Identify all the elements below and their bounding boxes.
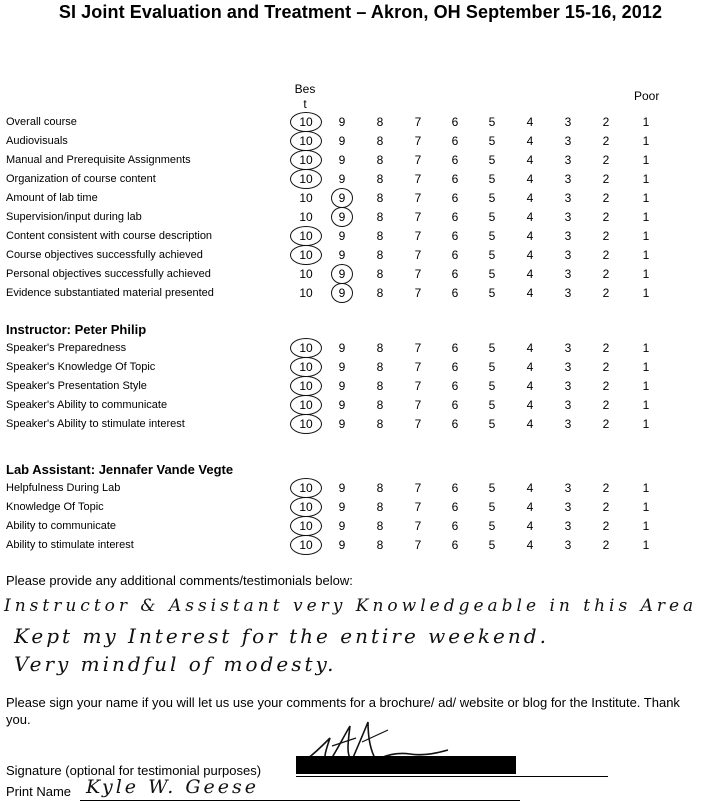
rating-option-6[interactable]: 6 [451,417,459,431]
rating-option-3[interactable]: 3 [564,538,572,552]
rating-option-4[interactable]: 4 [526,500,534,514]
rating-option-6[interactable]: 6 [451,500,459,514]
rating-option-3[interactable]: 3 [564,519,572,533]
rating-option-5[interactable]: 5 [488,248,496,262]
rating-option-9[interactable]: 9 [338,379,346,393]
rating-option-6[interactable]: 6 [451,115,459,129]
rating-option-3[interactable]: 3 [564,267,572,281]
rating-option-2[interactable]: 2 [602,500,610,514]
rating-label: Ability to communicate [6,520,117,532]
rating-option-3[interactable]: 3 [564,134,572,148]
rating-option-5[interactable]: 5 [488,229,496,243]
rating-option-1[interactable]: 1 [642,229,650,243]
rating-option-4[interactable]: 4 [526,519,534,533]
rating-option-2[interactable]: 2 [602,379,610,393]
rating-option-1[interactable]: 1 [642,267,650,281]
rating-label: Audiovisuals [6,135,68,147]
rating-option-8[interactable]: 8 [376,248,384,262]
rating-option-1[interactable]: 1 [642,417,650,431]
rating-option-1[interactable]: 1 [642,153,650,167]
rating-option-9[interactable]: 9 [338,134,346,148]
rating-label: Speaker's Ability to stimulate interest [6,418,185,430]
poor-label: Poor [634,89,660,103]
rating-option-3[interactable]: 3 [564,286,572,300]
rating-option-9[interactable]: 9 [338,229,346,243]
rating-option-7[interactable]: 7 [414,519,422,533]
rating-option-10[interactable]: 10 [299,519,313,533]
rating-option-2[interactable]: 2 [602,417,610,431]
rating-option-8[interactable]: 8 [376,341,384,355]
rating-option-9[interactable]: 9 [338,417,346,431]
rating-option-10[interactable]: 10 [299,481,313,495]
rating-option-9[interactable]: 9 [338,538,346,552]
selected-circle [331,264,353,284]
rating-option-5[interactable]: 5 [488,153,496,167]
rating-option-4[interactable]: 4 [526,153,534,167]
rating-option-6[interactable]: 6 [451,191,459,205]
rating-option-8[interactable]: 8 [376,267,384,281]
rating-option-2[interactable]: 2 [602,115,610,129]
rating-option-9[interactable]: 9 [338,115,346,129]
rating-label: Helpfulness During Lab [6,482,121,494]
signature-line [296,776,608,777]
comment-line-2: Kept my Interest for the entire weekend. [14,624,549,648]
rating-option-8[interactable]: 8 [376,379,384,393]
rating-option-10[interactable]: 10 [299,398,313,412]
rating-label: Content consistent with course description [6,230,213,242]
rating-option-3[interactable]: 3 [564,341,572,355]
rating-option-9[interactable]: 9 [338,519,346,533]
rating-option-5[interactable]: 5 [488,341,496,355]
rating-option-6[interactable]: 6 [451,172,459,186]
rating-option-9[interactable]: 9 [338,500,346,514]
rating-option-8[interactable]: 8 [376,172,384,186]
rating-option-3[interactable]: 3 [564,481,572,495]
rating-option-10[interactable]: 10 [299,417,313,431]
rating-option-3[interactable]: 3 [564,172,572,186]
rating-option-3[interactable]: 3 [564,417,572,431]
rating-option-9[interactable]: 9 [338,360,346,374]
selected-circle [290,150,322,170]
selected-circle [331,283,353,303]
rating-option-5[interactable]: 5 [488,538,496,552]
rating-label: Organization of course content [6,173,156,185]
rating-option-10[interactable]: 10 [299,379,313,393]
rating-option-7[interactable]: 7 [414,153,422,167]
selected-circle [290,245,322,265]
rating-label: Overall course [6,116,77,128]
rating-option-4[interactable]: 4 [526,417,534,431]
rating-option-5[interactable]: 5 [488,481,496,495]
rating-option-5[interactable]: 5 [488,500,496,514]
rating-option-7[interactable]: 7 [414,248,422,262]
instructor-heading: Instructor: Peter Philip [6,322,147,337]
selected-circle [290,414,322,434]
rating-option-8[interactable]: 8 [376,134,384,148]
rating-option-2[interactable]: 2 [602,172,610,186]
rating-option-9[interactable]: 9 [338,341,346,355]
rating-option-7[interactable]: 7 [414,115,422,129]
rating-option-3[interactable]: 3 [564,398,572,412]
rating-option-5[interactable]: 5 [488,115,496,129]
rating-option-5[interactable]: 5 [488,519,496,533]
print-name-line [80,800,520,801]
rating-option-1[interactable]: 1 [642,286,650,300]
rating-option-2[interactable]: 2 [602,267,610,281]
rating-option-5[interactable]: 5 [488,286,496,300]
rating-option-4[interactable]: 4 [526,172,534,186]
rating-option-6[interactable]: 6 [451,134,459,148]
rating-option-7[interactable]: 7 [414,538,422,552]
rating-option-9[interactable]: 9 [338,481,346,495]
rating-option-4[interactable]: 4 [526,267,534,281]
rating-option-7[interactable]: 7 [414,417,422,431]
rating-option-2[interactable]: 2 [602,519,610,533]
comment-line-1: Instructor & Assistant very Knowledgeable in this Area [4,596,698,616]
rating-label: Evidence substantiated material presented [6,287,214,299]
rating-option-7[interactable]: 7 [414,267,422,281]
rating-option-6[interactable]: 6 [451,398,459,412]
rating-option-4[interactable]: 4 [526,398,534,412]
rating-option-8[interactable]: 8 [376,191,384,205]
rating-option-2[interactable]: 2 [602,210,610,224]
print-name-value: Kyle W. Geese [86,776,260,798]
rating-option-10[interactable]: 10 [299,134,313,148]
rating-option-3[interactable]: 3 [564,115,572,129]
rating-option-1[interactable]: 1 [642,134,650,148]
rating-option-10[interactable]: 10 [299,538,313,552]
rating-option-8[interactable]: 8 [376,286,384,300]
rating-option-10[interactable]: 10 [299,267,313,281]
selected-circle [290,112,322,132]
rating-option-3[interactable]: 3 [564,500,572,514]
consent-text: Please sign your name if you will let us use your comments for a brochure/ ad/ website or blog for the Institute. Thank you. [6,695,680,727]
rating-option-3[interactable]: 3 [564,210,572,224]
rating-option-10[interactable]: 10 [299,210,313,224]
rating-option-2[interactable]: 2 [602,248,610,262]
rating-option-5[interactable]: 5 [488,191,496,205]
rating-option-5[interactable]: 5 [488,172,496,186]
selected-circle [290,395,322,415]
rating-option-1[interactable]: 1 [642,379,650,393]
rating-option-4[interactable]: 4 [526,248,534,262]
rating-option-4[interactable]: 4 [526,115,534,129]
rating-label: Ability to stimulate interest [6,539,134,551]
rating-option-6[interactable]: 6 [451,286,459,300]
rating-option-2[interactable]: 2 [602,191,610,205]
rating-option-4[interactable]: 4 [526,379,534,393]
rating-option-6[interactable]: 6 [451,248,459,262]
rating-option-1[interactable]: 1 [642,519,650,533]
rating-option-6[interactable]: 6 [451,481,459,495]
rating-label: Personal objectives successfully achieved [6,268,211,280]
rating-option-7[interactable]: 7 [414,481,422,495]
selected-circle [290,357,322,377]
comments-prompt: Please provide any additional comments/testimonials below: [6,573,353,588]
rating-option-3[interactable]: 3 [564,153,572,167]
rating-option-7[interactable]: 7 [414,229,422,243]
best-label: Bes t [294,82,316,111]
rating-option-7[interactable]: 7 [414,341,422,355]
rating-option-6[interactable]: 6 [451,379,459,393]
comment-line-3: Very mindful of modesty. [14,652,337,676]
rating-label: Manual and Prerequisite Assignments [6,154,191,166]
rating-option-10[interactable]: 10 [299,286,313,300]
rating-option-2[interactable]: 2 [602,481,610,495]
rating-option-6[interactable]: 6 [451,267,459,281]
rating-option-8[interactable]: 8 [376,398,384,412]
rating-option-5[interactable]: 5 [488,210,496,224]
rating-option-4[interactable]: 4 [526,341,534,355]
rating-option-10[interactable]: 10 [299,191,313,205]
rating-option-3[interactable]: 3 [564,379,572,393]
rating-option-10[interactable]: 10 [299,360,313,374]
rating-option-2[interactable]: 2 [602,134,610,148]
rating-label: Knowledge Of Topic [6,501,104,513]
rating-option-7[interactable]: 7 [414,500,422,514]
rating-option-1[interactable]: 1 [642,398,650,412]
rating-option-4[interactable]: 4 [526,286,534,300]
rating-option-3[interactable]: 3 [564,191,572,205]
rating-option-6[interactable]: 6 [451,210,459,224]
rating-option-2[interactable]: 2 [602,229,610,243]
rating-option-10[interactable]: 10 [299,172,313,186]
rating-option-2[interactable]: 2 [602,286,610,300]
rating-option-4[interactable]: 4 [526,134,534,148]
rating-option-3[interactable]: 3 [564,360,572,374]
rating-option-5[interactable]: 5 [488,379,496,393]
rating-option-9[interactable]: 9 [338,210,346,224]
rating-option-8[interactable]: 8 [376,229,384,243]
rating-option-8[interactable]: 8 [376,153,384,167]
rating-option-10[interactable]: 10 [299,229,313,243]
rating-option-7[interactable]: 7 [414,398,422,412]
rating-option-8[interactable]: 8 [376,360,384,374]
rating-option-8[interactable]: 8 [376,538,384,552]
rating-option-8[interactable]: 8 [376,115,384,129]
rating-label: Speaker's Knowledge Of Topic [6,361,156,373]
rating-option-6[interactable]: 6 [451,538,459,552]
rating-option-2[interactable]: 2 [602,153,610,167]
rating-option-7[interactable]: 7 [414,191,422,205]
selected-circle [290,535,322,555]
rating-option-7[interactable]: 7 [414,134,422,148]
rating-option-4[interactable]: 4 [526,191,534,205]
rating-option-6[interactable]: 6 [451,341,459,355]
rating-option-9[interactable]: 9 [338,248,346,262]
rating-option-8[interactable]: 8 [376,481,384,495]
selected-circle [290,226,322,246]
lab-assistant-heading: Lab Assistant: Jennafer Vande Vegte [6,462,234,477]
rating-option-9[interactable]: 9 [338,286,346,300]
selected-circle [290,516,322,536]
selected-circle [290,338,322,358]
rating-option-10[interactable]: 10 [299,341,313,355]
rating-option-9[interactable]: 9 [338,153,346,167]
rating-label: Course objectives successfully achieved [6,249,203,261]
rating-option-6[interactable]: 6 [451,360,459,374]
rating-option-2[interactable]: 2 [602,360,610,374]
signature-label: Signature (optional for testimonial purposes) [6,763,262,778]
rating-option-6[interactable]: 6 [451,153,459,167]
selected-circle [331,207,353,227]
rating-label: Speaker's Presentation Style [6,380,147,392]
rating-option-7[interactable]: 7 [414,172,422,186]
rating-option-2[interactable]: 2 [602,341,610,355]
rating-option-8[interactable]: 8 [376,500,384,514]
rating-label: Supervision/input during lab [6,211,142,223]
rating-option-10[interactable]: 10 [299,115,313,129]
selected-circle [290,497,322,517]
selected-circle [331,188,353,208]
rating-option-3[interactable]: 3 [564,248,572,262]
rating-option-4[interactable]: 4 [526,210,534,224]
print-name-label: Print Name [6,784,72,799]
rating-option-6[interactable]: 6 [451,519,459,533]
rating-option-7[interactable]: 7 [414,286,422,300]
rating-option-10[interactable]: 10 [299,500,313,514]
rating-option-1[interactable]: 1 [642,210,650,224]
rating-option-1[interactable]: 1 [642,172,650,186]
selected-circle [290,376,322,396]
redaction-bar [296,756,516,774]
rating-option-8[interactable]: 8 [376,417,384,431]
rating-option-8[interactable]: 8 [376,519,384,533]
rating-option-6[interactable]: 6 [451,229,459,243]
rating-option-1[interactable]: 1 [642,481,650,495]
rating-option-1[interactable]: 1 [642,191,650,205]
rating-option-7[interactable]: 7 [414,360,422,374]
rating-option-5[interactable]: 5 [488,267,496,281]
rating-option-9[interactable]: 9 [338,172,346,186]
rating-option-2[interactable]: 2 [602,398,610,412]
rating-option-5[interactable]: 5 [488,417,496,431]
page-title: SI Joint Evaluation and Treatment – Akron, OH September 15-16, 2012 [58,2,663,22]
rating-option-4[interactable]: 4 [526,481,534,495]
rating-label: Speaker's Ability to communicate [6,399,168,411]
rating-option-1[interactable]: 1 [642,248,650,262]
rating-option-9[interactable]: 9 [338,398,346,412]
rating-option-8[interactable]: 8 [376,210,384,224]
rating-label: Amount of lab time [6,192,98,204]
rating-option-5[interactable]: 5 [488,398,496,412]
rating-option-1[interactable]: 1 [642,115,650,129]
rating-option-9[interactable]: 9 [338,267,346,281]
rating-option-5[interactable]: 5 [488,360,496,374]
rating-label: Speaker's Preparedness [6,342,127,354]
rating-option-3[interactable]: 3 [564,229,572,243]
selected-circle [290,478,322,498]
rating-option-9[interactable]: 9 [338,191,346,205]
rating-option-4[interactable]: 4 [526,229,534,243]
selected-circle [290,131,322,151]
rating-option-4[interactable]: 4 [526,538,534,552]
rating-option-10[interactable]: 10 [299,153,313,167]
rating-option-4[interactable]: 4 [526,360,534,374]
rating-option-1[interactable]: 1 [642,538,650,552]
rating-option-1[interactable]: 1 [642,341,650,355]
rating-option-7[interactable]: 7 [414,210,422,224]
selected-circle [290,169,322,189]
rating-option-1[interactable]: 1 [642,360,650,374]
rating-option-2[interactable]: 2 [602,538,610,552]
rating-option-5[interactable]: 5 [488,134,496,148]
rating-option-7[interactable]: 7 [414,379,422,393]
rating-option-1[interactable]: 1 [642,500,650,514]
rating-option-10[interactable]: 10 [299,248,313,262]
